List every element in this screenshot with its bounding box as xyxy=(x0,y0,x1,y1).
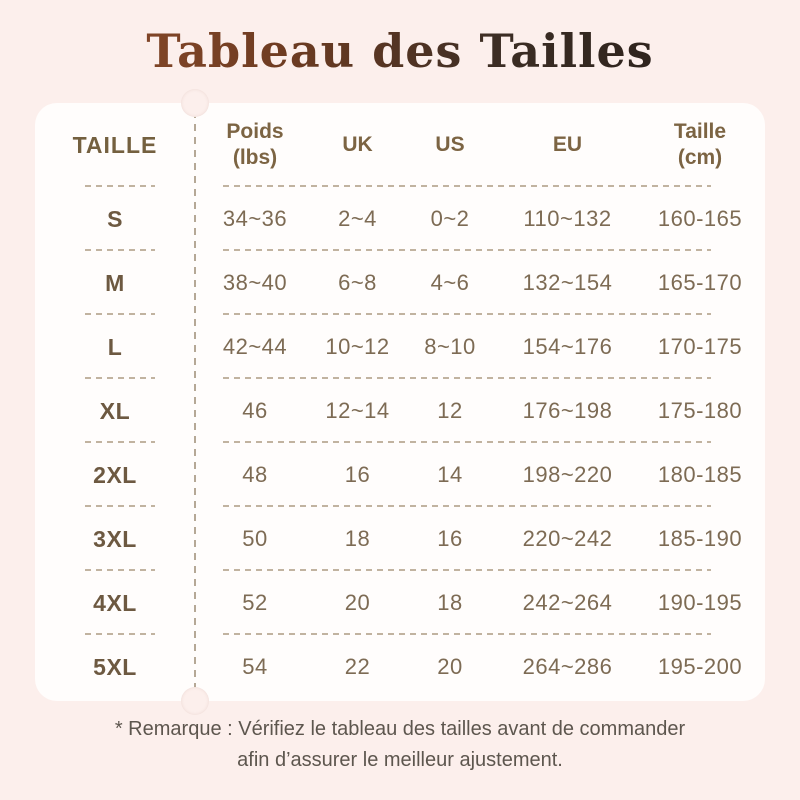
value-cell: 180-185 xyxy=(657,461,743,487)
value-cell: 220~242 xyxy=(522,525,613,551)
value-cell: 48 xyxy=(242,461,268,487)
value-cell: 12~14 xyxy=(325,397,390,423)
value-cell: 16 xyxy=(437,525,463,551)
value-cell: 34~36 xyxy=(222,205,288,231)
value-cell: 6~8 xyxy=(338,269,377,295)
value-cell: 190-195 xyxy=(657,589,743,615)
size-cell: L xyxy=(107,333,123,360)
table-row-2xl xyxy=(35,443,765,507)
value-cell: 42~44 xyxy=(222,333,288,359)
value-cell: 46 xyxy=(242,397,268,423)
value-cell: 50 xyxy=(242,525,268,551)
value-cell: 54 xyxy=(242,653,268,679)
value-cell: 198~220 xyxy=(522,461,613,487)
column-header-cm-line2: (cm) xyxy=(677,146,723,169)
value-cell: 14 xyxy=(437,461,463,487)
column-header-cm-line1: Taille xyxy=(673,120,727,144)
value-cell: 20 xyxy=(344,589,371,615)
value-cell: 2~4 xyxy=(338,205,377,231)
ticket-notch-top xyxy=(181,89,209,117)
value-cell: 18 xyxy=(344,525,371,551)
column-header-poids-line2: (lbs) xyxy=(232,146,278,169)
value-cell: 52 xyxy=(242,589,268,615)
size-cell: 3XL xyxy=(93,525,137,552)
table-row-4xl xyxy=(35,571,765,635)
table-row-l xyxy=(35,315,765,379)
value-cell: 110~132 xyxy=(523,205,612,231)
page-title: Tableau des Tailles xyxy=(0,24,800,78)
value-cell: 0~2 xyxy=(430,205,470,231)
size-cell: XL xyxy=(99,397,131,424)
size-cell: M xyxy=(105,269,125,296)
table-row-s xyxy=(35,187,765,251)
column-header-poids xyxy=(195,119,315,170)
size-cell: 2XL xyxy=(93,461,137,488)
column-header-us: US xyxy=(435,133,465,157)
column-header-eu: EU xyxy=(552,133,583,157)
value-cell: 185-190 xyxy=(657,525,743,551)
perforation-divider xyxy=(194,111,196,693)
size-chart-note xyxy=(0,714,800,776)
value-cell: 16 xyxy=(344,461,371,487)
note-line-2: afin d’assurer le meilleur ajustement. xyxy=(237,749,563,771)
table-row-xl xyxy=(35,379,765,443)
value-cell: 10~12 xyxy=(325,333,390,359)
value-cell: 242~264 xyxy=(522,589,613,615)
value-cell: 176~198 xyxy=(522,397,613,423)
value-cell: 18 xyxy=(437,589,463,615)
table-row-m xyxy=(35,251,765,315)
value-cell: 8~10 xyxy=(424,333,476,359)
value-cell: 38~40 xyxy=(222,269,288,295)
value-cell: 170-175 xyxy=(657,333,743,359)
table-row-5xl xyxy=(35,635,765,699)
value-cell: 12 xyxy=(437,397,463,423)
table-row-3xl xyxy=(35,507,765,571)
value-cell: 22 xyxy=(344,653,371,679)
size-cell: 4XL xyxy=(93,589,137,616)
value-cell: 132~154 xyxy=(522,269,613,295)
column-header-poids-line1: Poids xyxy=(226,120,284,144)
column-header-taille: TAILLE xyxy=(72,131,158,158)
value-cell: 195-200 xyxy=(657,653,743,679)
value-cell: 175-180 xyxy=(657,397,743,423)
size-chart-card xyxy=(35,103,765,701)
value-cell: 264~286 xyxy=(522,653,613,679)
value-cell: 160-165 xyxy=(657,205,743,231)
value-cell: 4~6 xyxy=(430,269,470,295)
note-line-1: * Remarque : Vérifiez le tableau des tailles avant de commander xyxy=(114,718,686,740)
size-cell: 5XL xyxy=(93,653,137,680)
table-header-row xyxy=(35,103,765,187)
column-header-uk: UK xyxy=(342,133,373,157)
ticket-notch-bottom xyxy=(181,687,209,715)
value-cell: 20 xyxy=(437,653,463,679)
size-cell: S xyxy=(107,205,123,232)
value-cell: 165-170 xyxy=(657,269,743,295)
value-cell: 154~176 xyxy=(522,333,613,359)
column-header-cm xyxy=(635,119,765,170)
